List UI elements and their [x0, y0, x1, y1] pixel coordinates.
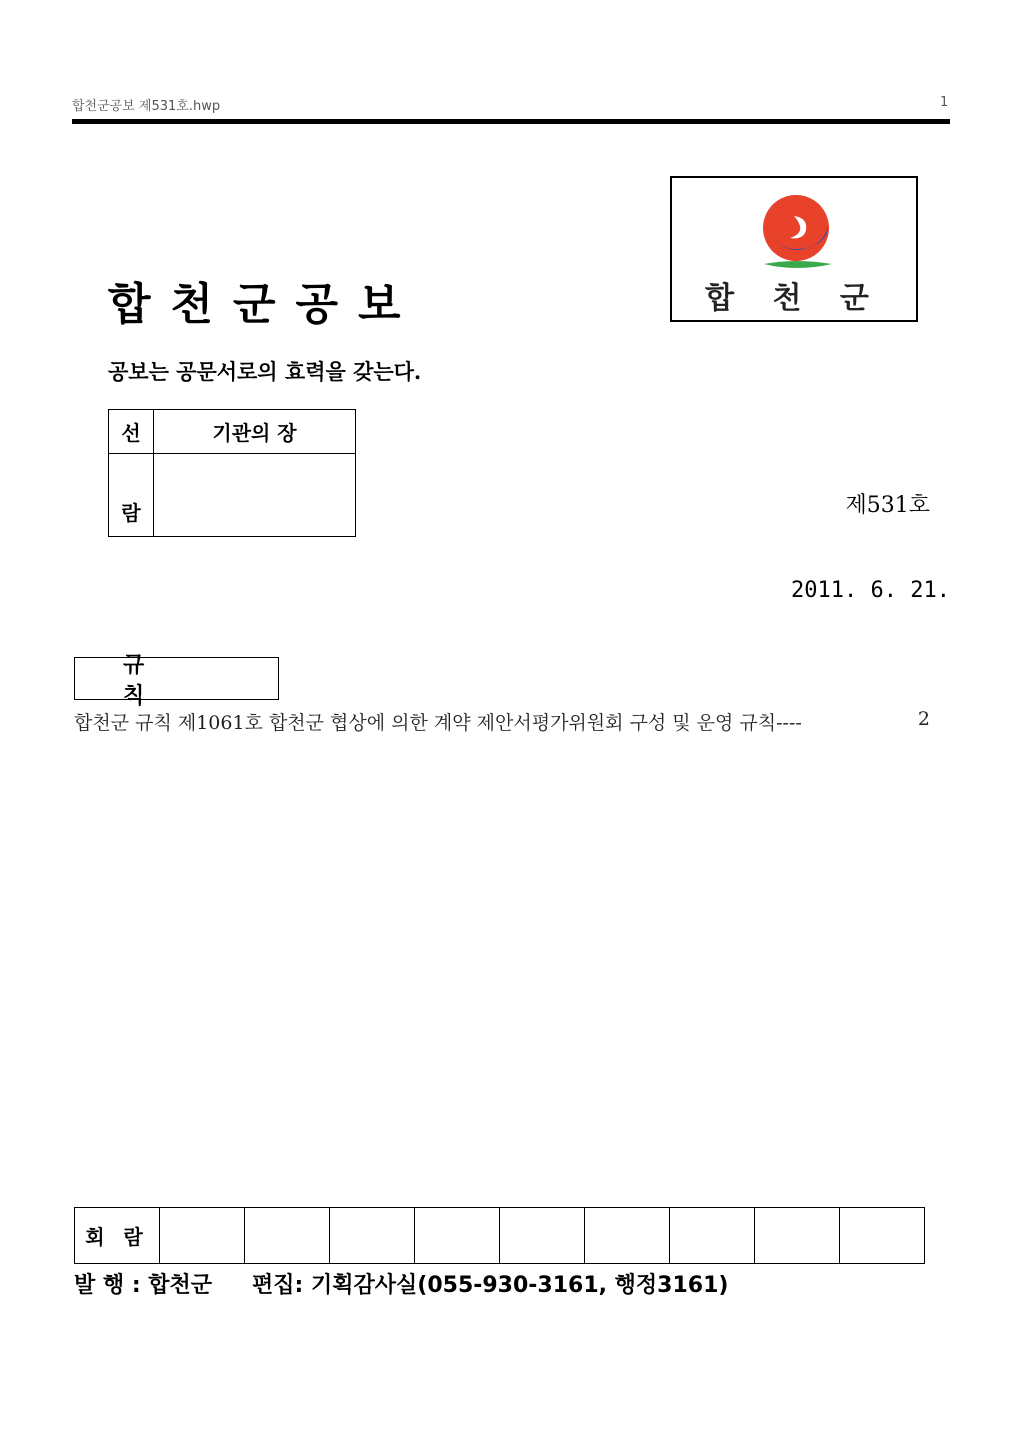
approval-signature-cell [154, 454, 356, 537]
circulation-cell [670, 1208, 755, 1264]
logo-text: 합 천 군 [705, 281, 883, 316]
toc-entry-title: 합천군 규칙 제1061호 합천군 협상에 의한 계약 제안서평가위원회 구성 및 운영 규칙---- [74, 712, 802, 734]
issue-date: 2011. 6. 21. [791, 578, 950, 603]
approval-head-label: 기관의 장 [154, 410, 356, 454]
header-filename: 합천군공보 제531호.hwp [72, 99, 221, 114]
approval-label-bottom: 람 [109, 454, 154, 537]
circulation-cell [585, 1208, 670, 1264]
circulation-label: 회 람 [75, 1208, 160, 1264]
circulation-cell [500, 1208, 585, 1264]
county-logo-box [670, 176, 918, 322]
county-emblem-icon [754, 190, 838, 276]
approval-label-top: 선 [109, 410, 154, 454]
footer-publication-info [74, 1268, 728, 1299]
circulation-cell [245, 1208, 330, 1264]
footer-publisher: 발 행 : 합천군 [74, 1273, 213, 1298]
issue-number: 제531호 [845, 493, 930, 518]
gazette-title: 합천군공보 [108, 279, 421, 330]
circulation-cell [840, 1208, 925, 1264]
circulation-table [74, 1207, 925, 1264]
section-label: 규 칙 [123, 652, 193, 709]
approval-table [108, 409, 356, 537]
gazette-subtitle: 공보는 공문서로의 효력을 갖는다. [108, 359, 422, 384]
circulation-cell [330, 1208, 415, 1264]
header-rule [72, 119, 950, 124]
header-page-number: 1 [940, 95, 949, 110]
circulation-cell [755, 1208, 840, 1264]
circulation-cell [160, 1208, 245, 1264]
toc-entry[interactable] [74, 708, 930, 736]
toc-entry-page: 2 [917, 708, 930, 730]
circulation-cell [415, 1208, 500, 1264]
section-label-box [74, 652, 279, 709]
footer-editor: 편집: 기획감사실(055-930-3161, 행정3161) [252, 1273, 729, 1298]
